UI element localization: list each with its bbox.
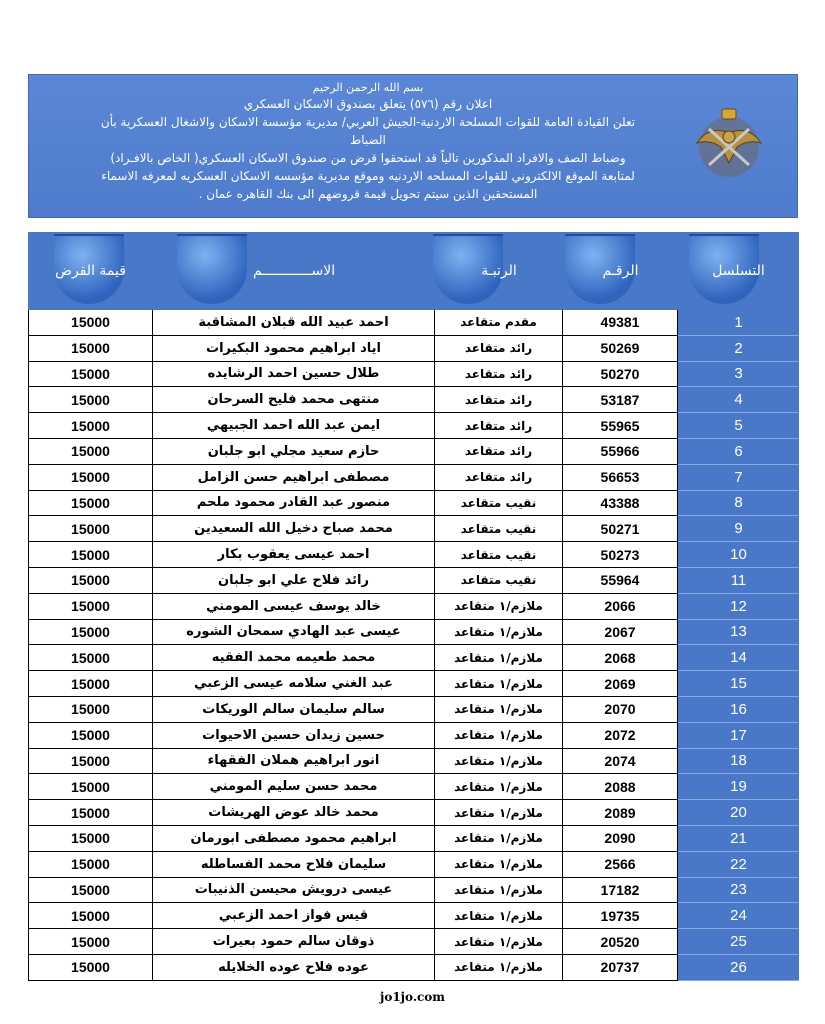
table-row — [28, 929, 799, 955]
rank-cell: ملازم/١ متقاعد — [435, 594, 563, 620]
rank-cell: ملازم/١ متقاعد — [435, 774, 563, 800]
rank-cell: نقيب متقاعد — [435, 568, 563, 594]
amount-cell: 15000 — [28, 671, 153, 697]
seq-cell: 20 — [678, 800, 799, 826]
rank-cell: مقدم متقاعد — [435, 310, 563, 336]
name-cell: محمد صباح دخيل الله السعيدين — [153, 516, 435, 542]
number-cell: 20520 — [563, 929, 678, 955]
name-cell: منصور عبد القادر محمود ملحم — [153, 491, 435, 517]
number-cell: 55965 — [563, 413, 678, 439]
number-cell: 50269 — [563, 336, 678, 362]
name-cell: محمد خالد عوض الهريشات — [153, 800, 435, 826]
header-seq: التسلسل — [712, 263, 765, 279]
name-cell: خالد يوسف عيسى المومني — [153, 594, 435, 620]
header-name: الاســــــــــــم — [252, 263, 336, 279]
seq-cell: 10 — [678, 542, 799, 568]
number-cell: 2068 — [563, 645, 678, 671]
number-cell: 20737 — [563, 955, 678, 981]
name-cell: عيسى عبد الهادي سمحان الشوره — [153, 620, 435, 646]
name-cell: سليمان فلاح محمد الفساطله — [153, 852, 435, 878]
amount-cell: 15000 — [28, 955, 153, 981]
table-row — [28, 903, 799, 929]
name-cell: اياد ابراهيم محمود البكيرات — [153, 336, 435, 362]
table-row — [28, 671, 799, 697]
rank-cell: ملازم/١ متقاعد — [435, 800, 563, 826]
name-cell: عيسى درويش محيسن الذنيبات — [153, 878, 435, 904]
amount-cell: 15000 — [28, 362, 153, 388]
amount-cell: 15000 — [28, 542, 153, 568]
rank-cell: نقيب متقاعد — [435, 516, 563, 542]
number-cell: 2566 — [563, 852, 678, 878]
rank-cell: ملازم/١ متقاعد — [435, 620, 563, 646]
seq-cell: 26 — [678, 955, 799, 981]
seq-cell: 22 — [678, 852, 799, 878]
number-cell: 2072 — [563, 723, 678, 749]
amount-cell: 15000 — [28, 800, 153, 826]
amount-cell: 15000 — [28, 903, 153, 929]
amount-cell: 15000 — [28, 852, 153, 878]
amount-cell: 15000 — [28, 413, 153, 439]
number-cell: 2090 — [563, 826, 678, 852]
rank-cell: رائد متقاعد — [435, 336, 563, 362]
header-number: الرقـم — [602, 263, 639, 279]
amount-cell: 15000 — [28, 310, 153, 336]
announcement-text — [89, 81, 647, 203]
announcement-title: اعلان رقم (٥٧٦) يتعلق بصندوق الاسكان العسكري — [243, 97, 493, 111]
number-cell: 2070 — [563, 697, 678, 723]
number-cell: 2088 — [563, 774, 678, 800]
number-cell: 2066 — [563, 594, 678, 620]
rank-cell: رائد متقاعد — [435, 413, 563, 439]
number-cell: 2074 — [563, 749, 678, 775]
amount-cell: 15000 — [28, 465, 153, 491]
table-row — [28, 645, 799, 671]
table-row — [28, 439, 799, 465]
table-row — [28, 826, 799, 852]
rank-cell: رائد متقاعد — [435, 465, 563, 491]
announcement-line-2: وضباط الصف والافراد المذكورين تالياً قد استحقوا قرض من صندوق الاسكان العسكري( الخاص بالافـراد) — [110, 151, 626, 165]
rank-cell: رائد متقاعد — [435, 439, 563, 465]
table-row — [28, 491, 799, 517]
amount-cell: 15000 — [28, 645, 153, 671]
announcement-line-1: تعلن القيادة العامة للقوات المسلحة الاردنية-الجيش العربي/ مديرية مؤسسة الاسكان والاشغال العسكرية بأن الضباط — [100, 115, 636, 147]
rank-cell: ملازم/١ متقاعد — [435, 723, 563, 749]
table-header — [28, 232, 799, 310]
table-row — [28, 749, 799, 775]
seq-cell: 8 — [678, 491, 799, 517]
amount-cell: 15000 — [28, 594, 153, 620]
seq-cell: 6 — [678, 439, 799, 465]
table-row — [28, 723, 799, 749]
rank-cell: ملازم/١ متقاعد — [435, 955, 563, 981]
rank-cell: ملازم/١ متقاعد — [435, 878, 563, 904]
name-cell: احمد عبيد الله قبلان المشاقبة — [153, 310, 435, 336]
table-row — [28, 800, 799, 826]
rank-cell: ملازم/١ متقاعد — [435, 749, 563, 775]
seq-cell: 19 — [678, 774, 799, 800]
number-cell: 17182 — [563, 878, 678, 904]
name-cell: سالم سليمان سالم الوريكات — [153, 697, 435, 723]
seq-cell: 24 — [678, 903, 799, 929]
rank-cell: نقيب متقاعد — [435, 491, 563, 517]
table-row — [28, 310, 799, 336]
number-cell: 43388 — [563, 491, 678, 517]
rank-cell: ملازم/١ متقاعد — [435, 826, 563, 852]
amount-cell: 15000 — [28, 568, 153, 594]
number-cell: 2069 — [563, 671, 678, 697]
name-cell: مصطفى ابراهيم حسن الزامل — [153, 465, 435, 491]
name-cell: طلال حسين احمد الرشايده — [153, 362, 435, 388]
number-cell: 50273 — [563, 542, 678, 568]
seq-cell: 11 — [678, 568, 799, 594]
number-cell: 55966 — [563, 439, 678, 465]
table-row — [28, 955, 799, 981]
table-row — [28, 542, 799, 568]
table-row — [28, 774, 799, 800]
number-cell: 49381 — [563, 310, 678, 336]
number-cell: 2067 — [563, 620, 678, 646]
number-cell: 50271 — [563, 516, 678, 542]
loan-table — [28, 232, 799, 981]
amount-cell: 15000 — [28, 387, 153, 413]
seq-cell: 14 — [678, 645, 799, 671]
seq-cell: 2 — [678, 336, 799, 362]
seq-cell: 5 — [678, 413, 799, 439]
name-cell: محمد طعيمه محمد الفقيه — [153, 645, 435, 671]
name-cell: حازم سعيد مجلي ابو جلبان — [153, 439, 435, 465]
amount-cell: 15000 — [28, 723, 153, 749]
rank-cell: رائد متقاعد — [435, 362, 563, 388]
number-cell: 19735 — [563, 903, 678, 929]
table-row — [28, 465, 799, 491]
name-cell: ايمن عبد الله احمد الجبيهي — [153, 413, 435, 439]
seq-cell: 13 — [678, 620, 799, 646]
number-cell: 2089 — [563, 800, 678, 826]
table-row — [28, 413, 799, 439]
number-cell: 56653 — [563, 465, 678, 491]
number-cell: 53187 — [563, 387, 678, 413]
header-rank: الرتبـة — [481, 263, 517, 279]
name-cell: انور ابراهيم هملان الفقهاء — [153, 749, 435, 775]
table-row — [28, 878, 799, 904]
table-row — [28, 362, 799, 388]
seq-cell: 21 — [678, 826, 799, 852]
bismillah-text: بسم الله الرحمن الرحيم — [312, 81, 424, 94]
seq-cell: 3 — [678, 362, 799, 388]
seq-cell: 25 — [678, 929, 799, 955]
amount-cell: 15000 — [28, 929, 153, 955]
seq-cell: 12 — [678, 594, 799, 620]
number-cell: 50270 — [563, 362, 678, 388]
amount-cell: 15000 — [28, 826, 153, 852]
table-row — [28, 594, 799, 620]
amount-cell: 15000 — [28, 774, 153, 800]
seq-cell: 9 — [678, 516, 799, 542]
seq-cell: 16 — [678, 697, 799, 723]
table-row — [28, 516, 799, 542]
amount-cell: 15000 — [28, 516, 153, 542]
name-cell: منتهى محمد فليح السرحان — [153, 387, 435, 413]
table-row — [28, 387, 799, 413]
rank-cell: ملازم/١ متقاعد — [435, 645, 563, 671]
table-row — [28, 697, 799, 723]
seq-cell: 17 — [678, 723, 799, 749]
amount-cell: 15000 — [28, 336, 153, 362]
table-body — [28, 310, 799, 981]
seq-cell: 1 — [678, 310, 799, 336]
name-cell: قيس فواز احمد الزعبي — [153, 903, 435, 929]
rank-cell: ملازم/١ متقاعد — [435, 929, 563, 955]
announcement-line-3: لمتابعة الموقع الالكتروني للقوات المسلحه الاردنيه وموقع مديرية مؤسسه الاسكان العسكريه لمعرفه الاسماء — [101, 169, 635, 183]
name-cell: احمد عيسى يعقوب بكار — [153, 542, 435, 568]
name-cell: ابراهيم محمود مصطفى ابورمان — [153, 826, 435, 852]
name-cell: عوده فلاح عوده الخلايله — [153, 955, 435, 981]
name-cell: ذوقان سالم حمود بعيرات — [153, 929, 435, 955]
table-row — [28, 568, 799, 594]
seq-cell: 7 — [678, 465, 799, 491]
name-cell: عبد الغني سلامه عيسى الزعبي — [153, 671, 435, 697]
jordan-armed-forces-emblem-icon — [689, 103, 769, 183]
rank-cell: ملازم/١ متقاعد — [435, 697, 563, 723]
rank-cell: ملازم/١ متقاعد — [435, 671, 563, 697]
rank-cell: نقيب متقاعد — [435, 542, 563, 568]
announcement-line-4: المستحقين الذين سيتم تحويل قيمة قروضهم الى بنك القاهره عمان . — [198, 187, 538, 201]
number-cell: 55964 — [563, 568, 678, 594]
table-row — [28, 620, 799, 646]
header-amount: قيمة القرض — [55, 263, 126, 279]
announcement-banner — [28, 74, 798, 218]
name-cell: رائد فلاح علي ابو جلبان — [153, 568, 435, 594]
name-cell: محمد حسن سليم المومني — [153, 774, 435, 800]
seq-cell: 23 — [678, 878, 799, 904]
seq-cell: 4 — [678, 387, 799, 413]
rank-cell: ملازم/١ متقاعد — [435, 852, 563, 878]
table-row — [28, 336, 799, 362]
amount-cell: 15000 — [28, 749, 153, 775]
seq-cell: 18 — [678, 749, 799, 775]
footer-site: jo1jo.com — [379, 990, 445, 1004]
name-cell: حسين زيدان حسين الاحيوات — [153, 723, 435, 749]
amount-cell: 15000 — [28, 439, 153, 465]
amount-cell: 15000 — [28, 878, 153, 904]
amount-cell: 15000 — [28, 620, 153, 646]
amount-cell: 15000 — [28, 491, 153, 517]
amount-cell: 15000 — [28, 697, 153, 723]
table-row — [28, 852, 799, 878]
rank-cell: ملازم/١ متقاعد — [435, 903, 563, 929]
seq-cell: 15 — [678, 671, 799, 697]
rank-cell: رائد متقاعد — [435, 387, 563, 413]
